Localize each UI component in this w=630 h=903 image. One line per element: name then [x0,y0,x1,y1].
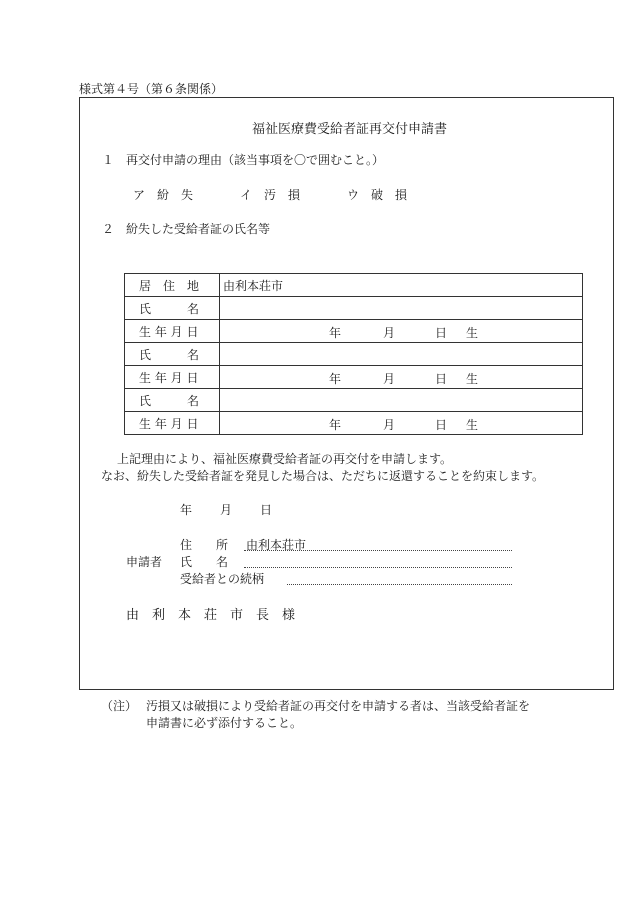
note-line2: 申請書に必ず添付すること。 [146,716,303,730]
form-number: 様式第４号（第６条関係） [79,82,224,96]
name-cell[interactable] [220,389,583,412]
address-cell[interactable] [220,274,583,297]
dob-cell[interactable] [220,366,583,389]
note-line1: 汚損又は破損により受給者証の再交付を申請する者は、当該受給者証を [146,699,531,713]
table-row [125,389,583,412]
table-row [125,366,583,389]
dob-label-cell [125,366,220,389]
reason-option-loss[interactable]: ア 紛 失 [133,188,194,202]
dob-cell[interactable] [220,320,583,343]
address-label: 居 住 地 [139,278,200,293]
declaration-line2: なお、紛失した受給者証を発見した場合は、ただちに返還することを約束します。 [101,469,545,483]
dob-day: 日 [435,326,448,340]
lost-card-table [124,273,583,435]
dob-born: 生 [466,372,479,386]
dob-cell[interactable] [220,412,583,435]
name-label: 氏 名 [139,301,200,316]
name-label-cell [125,297,220,320]
addressee: 由 利 本 荘 市 長 様 [126,608,296,623]
dob-year: 年 [329,326,342,340]
declaration-line1: 上記理由により、福祉医療費受給者証の再交付を申請します。 [117,452,453,466]
section1-number: １ [102,153,115,167]
dob-born: 生 [466,326,479,340]
dob-year: 年 [329,372,342,386]
applicant-name-field[interactable] [244,555,512,568]
note-label: （注） [101,699,138,713]
dob-label: 生 年 月 日 [139,370,199,385]
dob-label-cell [125,320,220,343]
table-row [125,274,583,297]
reason-option-soiled[interactable]: イ 汚 損 [240,188,301,202]
section2-number: ２ [102,222,115,236]
date-day: 日 [260,503,273,517]
dob-year: 年 [329,418,342,432]
name-cell[interactable] [220,343,583,366]
date-month: 月 [220,503,233,517]
dob-day: 日 [435,418,448,432]
applicant-address-label: 住 所 [180,538,229,552]
applicant-relation-label: 受給者との続柄 [180,572,265,586]
dob-label-cell [125,412,220,435]
form-title: 福祉医療費受給者証再交付申請書 [252,122,448,137]
dob-born: 生 [466,418,479,432]
name-label: 氏 名 [139,347,200,362]
address-label-cell [125,274,220,297]
section1-text: 再交付申請の理由（該当事項を〇で囲むこと。） [126,153,385,167]
date-year: 年 [180,503,193,517]
applicant-address-field[interactable] [244,538,512,551]
dob-month: 月 [383,418,396,432]
reason-option-damaged[interactable]: ウ 破 損 [347,188,408,202]
address-value: 由利本荘市 [223,278,284,293]
applicant-label: 申請者 [126,555,163,569]
section2-text: 紛失した受給者証の氏名等 [126,222,271,236]
applicant-address-value: 由利本荘市 [246,538,307,552]
table-row [125,343,583,366]
name-label-cell [125,389,220,412]
name-label-cell [125,343,220,366]
applicant-relation-field[interactable] [287,572,512,585]
applicant-name-label: 氏 名 [180,555,229,569]
dob-month: 月 [383,372,396,386]
dob-day: 日 [435,372,448,386]
name-label: 氏 名 [139,393,200,408]
dob-label: 生 年 月 日 [139,416,199,431]
dob-label: 生 年 月 日 [139,324,199,339]
table-row [125,297,583,320]
table-row [125,320,583,343]
table-row [125,412,583,435]
dob-month: 月 [383,326,396,340]
name-cell[interactable] [220,297,583,320]
